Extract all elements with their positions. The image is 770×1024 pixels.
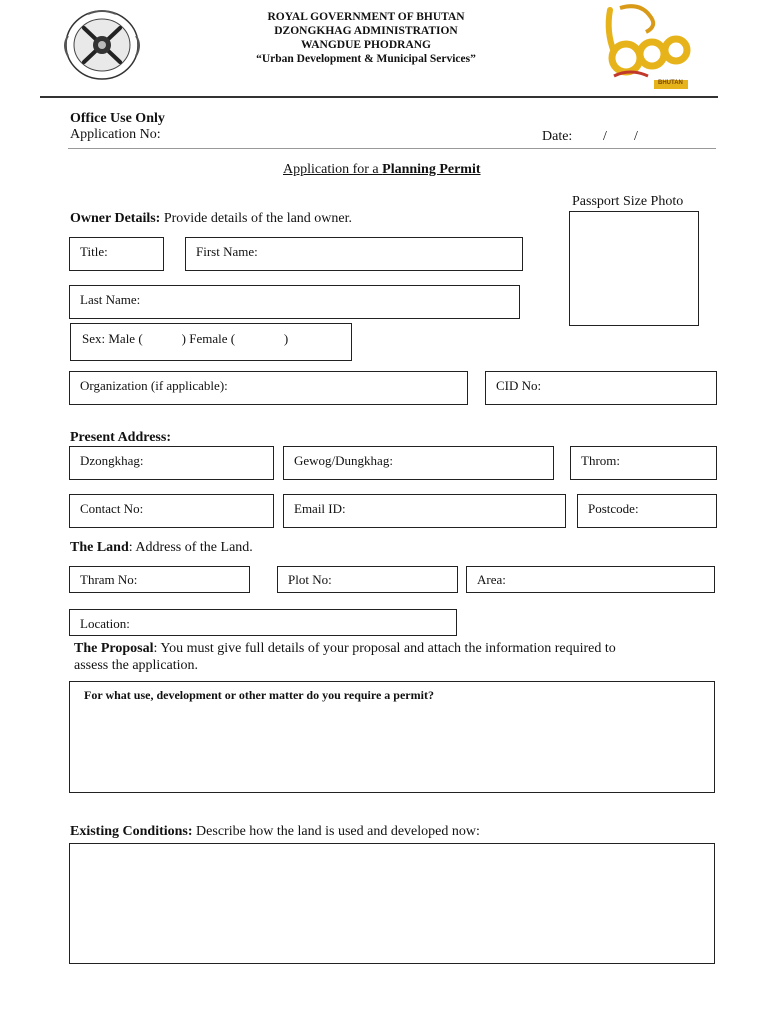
header-line-4: “Urban Development & Municipal Services” (256, 53, 476, 65)
area-field[interactable] (466, 566, 715, 593)
organization-label: Organization (if applicable): (80, 378, 228, 393)
throm-field[interactable] (570, 446, 717, 480)
postcode-field[interactable] (577, 494, 717, 528)
cid-label: CID No: (496, 378, 542, 393)
title-label: Title: (80, 244, 108, 259)
contact-no-field[interactable] (69, 494, 274, 528)
gewog-field[interactable] (283, 446, 554, 480)
title-field[interactable] (69, 237, 164, 271)
owner-details-heading: Owner Details: Provide details of the land owner. (70, 211, 353, 226)
proposal-use-textarea[interactable] (69, 681, 715, 793)
passport-photo-box[interactable] (569, 211, 699, 326)
plot-no-field[interactable] (277, 566, 458, 593)
existing-conditions-heading: Existing Conditions: Describe how the land is used and developed now: (70, 824, 480, 839)
organization-field[interactable] (69, 371, 468, 405)
office-divider (68, 148, 716, 149)
royal-emblem-logo (58, 6, 146, 84)
office-use-title: Office Use Only (70, 111, 165, 126)
application-no-label: Application No: (70, 127, 161, 142)
location-label: Location: (80, 616, 130, 631)
header-line-3: WANGDUE PHODRANG (300, 39, 431, 51)
thram-no-field[interactable] (69, 566, 250, 593)
dzongkhag-field[interactable] (69, 446, 274, 480)
sex-label: Sex: Male ( ) Female ( ) (82, 331, 289, 346)
area-label: Area: (477, 572, 506, 587)
date-label: Date: (542, 129, 573, 144)
proposal-heading-line2: assess the application. (74, 658, 199, 673)
jubilee-logo (600, 2, 692, 92)
date-sep-2: / (634, 129, 638, 144)
header-divider (40, 96, 718, 98)
contact-no-label: Contact No: (80, 501, 144, 516)
cid-field[interactable] (485, 371, 717, 405)
throm-label: Throm: (581, 453, 620, 468)
land-heading: The Land: Address of the Land. (70, 540, 253, 555)
dzongkhag-label: Dzongkhag: (80, 453, 144, 468)
last-name-label: Last Name: (80, 292, 141, 307)
header-line-2: DZONGKHAG ADMINISTRATION (274, 25, 458, 37)
location-field[interactable] (69, 609, 457, 636)
email-label: Email ID: (294, 501, 346, 516)
existing-conditions-textarea[interactable] (69, 843, 715, 964)
thram-no-label: Thram No: (80, 572, 138, 587)
plot-no-label: Plot No: (288, 572, 332, 587)
logo-text: BHUTAN (658, 80, 683, 86)
postcode-label: Postcode: (588, 501, 639, 516)
date-sep-1: / (603, 129, 607, 144)
gewog-label: Gewog/Dungkhag: (294, 453, 393, 468)
passport-photo-label: Passport Size Photo (572, 194, 684, 209)
header-line-1: ROYAL GOVERNMENT OF BHUTAN (267, 11, 465, 23)
sex-field[interactable] (70, 323, 352, 361)
proposal-question-label: For what use, development or other matter do you require a permit? (84, 688, 434, 702)
last-name-field[interactable] (69, 285, 520, 319)
proposal-heading: The Proposal: You must give full details of your proposal and attach the information required to (74, 641, 616, 656)
first-name-field[interactable] (185, 237, 523, 271)
first-name-label: First Name: (196, 244, 258, 259)
present-address-heading: Present Address: (70, 430, 171, 445)
form-title: Application for a Planning Permit (283, 162, 481, 177)
email-field[interactable] (283, 494, 566, 528)
